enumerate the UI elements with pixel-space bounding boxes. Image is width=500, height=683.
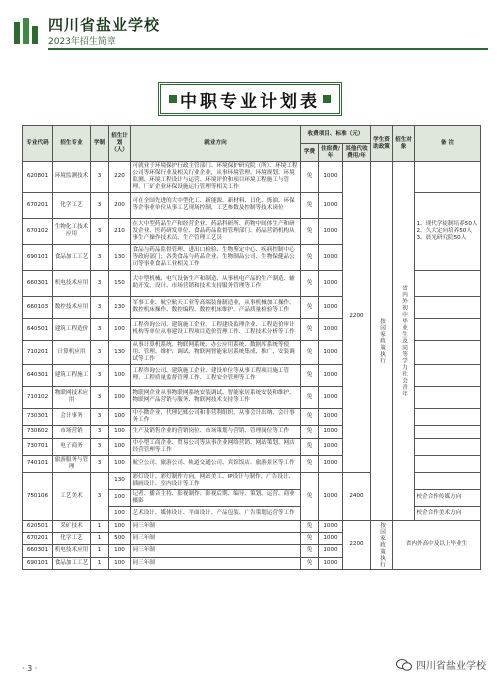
- cell-remark: 校企合作美术方向: [415, 506, 481, 520]
- page-header: [12, 14, 488, 56]
- cell-remark-blank: [415, 270, 481, 296]
- cell-lodging: 1000: [319, 438, 343, 455]
- cell-code: 640501: [23, 318, 53, 340]
- cell-plan: 210: [109, 218, 131, 244]
- cell-remark-blank: [415, 340, 481, 364]
- cell-code: 690101: [23, 557, 53, 569]
- cell-lodging: 1000: [319, 386, 343, 408]
- cell-direction: 记者、播音主持、影视制作、影视后期、编导、策划、运营、商业摄影: [131, 489, 301, 506]
- cell-direction: 食品与药品监督管理、进出口检验、生物鉴定中心、疾病控制中心等政府部门；各类食品与药品企业、生物制品公司、生物保健品公司等事业食品工业相关工作: [131, 244, 301, 270]
- cell-name: 采矿技术: [53, 520, 91, 532]
- cell-tuition: 免: [301, 270, 319, 296]
- cell-direction: 航空公司、旅游公司、轨道交通公司、宾馆饭店、旅游景区等工作: [131, 455, 301, 472]
- cell-code: 620501: [23, 520, 53, 532]
- cell-code: 730301: [23, 408, 53, 425]
- plan-table: [22, 125, 481, 570]
- cell-aid: 按国家政策执行: [371, 162, 393, 521]
- cell-name: 生物化工技术应用: [53, 218, 91, 244]
- cell-plan: 100: [109, 408, 131, 425]
- table-row: [23, 520, 481, 532]
- cell-direction: 大中型机械、电气设备生产和制造、从事机电产品的生产制造、辅助开发、设计、市场营销和技术支持服务管理等工作: [131, 270, 301, 296]
- watermark-text: 四川省盐业学校: [416, 661, 486, 672]
- cell-tuition: 免: [301, 545, 319, 557]
- title-marker-left: [169, 95, 177, 103]
- cell-tuition: 免: [301, 244, 319, 270]
- cell-name: 电子商务: [53, 438, 91, 455]
- cell-tuition: 免: [301, 364, 319, 386]
- cell-lodging: 1000: [319, 455, 343, 472]
- header-tuition: 学费: [301, 144, 319, 162]
- cell-plan: 100: [109, 364, 131, 386]
- cell-name: 建筑工程造价: [53, 318, 91, 340]
- cell-years: 3: [91, 244, 109, 270]
- page-title: 中职专业计划表: [180, 91, 320, 112]
- cell-direction: 同三年制: [131, 520, 301, 532]
- cell-lodging: 1000: [319, 340, 343, 364]
- cell-target: 省内外初中毕业生及同等学力社会青年: [393, 162, 415, 521]
- cell-years: 1: [91, 557, 109, 569]
- cell-plan: 100: [109, 557, 131, 569]
- cell-name: 化学工艺: [53, 533, 91, 545]
- cell-years: 3: [91, 472, 109, 520]
- cell-tuition: 免: [301, 472, 319, 520]
- cell-plan: 200: [109, 192, 131, 218]
- cell-direction: 物联网企业从事物联网系统安装调试、智能家居系统安装和维护、物联网产品营销与服务、物联网技术支持等工作: [131, 386, 301, 408]
- cell-name: 机电技术应用: [53, 545, 91, 557]
- cell-remark-blank: [415, 364, 481, 386]
- cell-tuition: 免: [301, 408, 319, 425]
- cell-lodging: 1000: [319, 520, 343, 532]
- brochure-subtitle: 2023年招生简章: [48, 37, 116, 47]
- cell-years: 3: [91, 192, 109, 218]
- cell-lodging: 1000: [319, 425, 343, 438]
- cell-target: 省内外高中及以上毕业生: [393, 520, 481, 569]
- cell-lodging: 1000: [319, 218, 343, 244]
- cell-name: 食品加工工艺: [53, 557, 91, 569]
- cell-code: 670201: [23, 533, 53, 545]
- cell-remark: 1、现代学徒制培养50人 2、久大定向培养50人 3、晨光研究院50人: [415, 192, 481, 270]
- cell-code: 730602: [23, 425, 53, 438]
- cell-plan: 130: [109, 472, 131, 489]
- cell-direction: 中小微企业、代理记账公司和非营利组织，从事会计出纳、会计事务工作: [131, 408, 301, 425]
- cell-remark: 校企合作传媒方向: [415, 489, 481, 506]
- header-code: 专业代码: [23, 126, 53, 162]
- cell-tuition: 免: [301, 438, 319, 455]
- cell-years: 3: [91, 340, 109, 364]
- cell-plan: 500: [109, 533, 131, 545]
- cell-direction: 可在全国先进的大中型化工、新能源、新材料、日化、炼油、环保等企事业单位从事工艺现场控制，工艺参数及控制等技术岗位: [131, 192, 301, 218]
- cell-direction: 同三年制: [131, 533, 301, 545]
- cell-direction: 在大中型药品生产和经营企业、药品科研所、药物中间体生产和研发企业、医药研发单位、食品药品监督管理部门、药品营销机构从事生产操作技术员、生产管理工艺员: [131, 218, 301, 244]
- cell-years: 3: [91, 218, 109, 244]
- cell-other-fee: 2200: [343, 162, 371, 473]
- cell-tuition: 免: [301, 296, 319, 318]
- cell-plan: 100: [109, 520, 131, 532]
- cell-code: 670201: [23, 192, 53, 218]
- cell-remark-blank: [415, 438, 481, 455]
- cell-years: 3: [91, 162, 109, 193]
- cell-code: 710201: [23, 340, 53, 364]
- wechat-icon: [396, 658, 412, 672]
- header-direction: 就业方向: [131, 126, 301, 162]
- cell-name: 环境监测技术: [53, 162, 91, 193]
- cell-code: 710102: [23, 386, 53, 408]
- cell-name: 会计事务: [53, 408, 91, 425]
- cell-aid: 按国家政策执行: [371, 520, 393, 569]
- cell-plan: 100: [109, 386, 131, 408]
- cell-code: 690101: [23, 244, 53, 270]
- cell-plan: 150: [109, 270, 131, 296]
- cell-direction: 中小型工商企业、贸易公司等从事企业网络营销、网站策划、网店经营管理等工作: [131, 438, 301, 455]
- cell-code: 730701: [23, 438, 53, 455]
- cell-direction: 军事工业、航空航天工业等高端装备制造业，从事机械加工操作、数控机床操作、数控编程、数控机床维护、产品质量检验等工作: [131, 296, 301, 318]
- cell-direction: 可就业于环境保护行政主管部门、环境保护研究院（所）、环境工程公司等环保行业及相关行业企业，从事环境管理、环境规划、环境监测、环境工程设计与运营、环境评价和项目环境工程施工与管理、厂矿企业环保设施运行管理等相关工作: [131, 162, 301, 193]
- cell-years: 3: [91, 296, 109, 318]
- school-name: 四川省盐业学校: [48, 16, 161, 34]
- cell-plan: 100: [109, 506, 131, 520]
- cell-tuition: 免: [301, 162, 319, 193]
- cell-years: 3: [91, 318, 109, 340]
- cell-direction: 同三年制: [131, 557, 301, 569]
- cell-name: 工艺美术: [53, 472, 91, 520]
- cell-years: 1: [91, 533, 109, 545]
- cell-years: 3: [91, 438, 109, 455]
- cell-code: 660301: [23, 545, 53, 557]
- cell-tuition: 免: [301, 192, 319, 218]
- cell-remark-blank: [415, 425, 481, 438]
- cell-lodging: 1000: [319, 296, 343, 318]
- cell-plan: 130: [109, 296, 131, 318]
- cell-name: 机电技术应用: [53, 270, 91, 296]
- cell-remark-blank: [415, 162, 481, 193]
- cell-direction: 从事计算机系统、物联网系统、办公应用系统、数据库系统等使用、管理、维护、调试、物联网智能家居系统集成、推广、安装调试等工作: [131, 340, 301, 364]
- cell-years: 3: [91, 455, 109, 472]
- cell-remark: [415, 472, 481, 489]
- cell-plan: 100: [109, 318, 131, 340]
- page-title-box: [160, 84, 340, 114]
- cell-plan: 100: [109, 425, 131, 438]
- cell-tuition: 免: [301, 557, 319, 569]
- cell-name: 食品加工工艺: [53, 244, 91, 270]
- cell-remark-blank: [415, 318, 481, 340]
- cell-direction: 生产及销售企业的营销岗位、市场策划与营销、管理岗位等工作: [131, 425, 301, 438]
- cell-remark-blank: [415, 408, 481, 425]
- cell-name: 旅游服务与管理: [53, 455, 91, 472]
- cell-remark-blank: [415, 455, 481, 472]
- cell-code: 740101: [23, 455, 53, 472]
- cell-other-fee: 2400: [343, 472, 371, 520]
- cell-code: 670102: [23, 218, 53, 244]
- cell-tuition: 免: [301, 425, 319, 438]
- cell-tuition: 免: [301, 340, 319, 364]
- cell-name: 化学工艺: [53, 192, 91, 218]
- cell-direction: 工程咨询公司、建筑施工企业、建设单位等从事工程项目施工管理、工程质量监督管理工作、工程安全管理等工作: [131, 364, 301, 386]
- header-fee-group: 收费项目、标准（元）: [301, 126, 371, 144]
- cell-direction: 同三年制: [131, 545, 301, 557]
- school-logo-icon: [12, 16, 42, 46]
- cell-tuition: 免: [301, 455, 319, 472]
- cell-lodging: 1000: [319, 364, 343, 386]
- cell-plan: 100: [109, 455, 131, 472]
- cell-direction: 工程咨询公司、建筑施工企业、工程建设监理企业、工程造价审计机构等单位从事建设工程项目造价管理工作、工程技术分析等工作: [131, 318, 301, 340]
- cell-plan: 100: [109, 545, 131, 557]
- cell-lodging: 1000: [319, 318, 343, 340]
- page-number: · 3 ·: [22, 664, 38, 673]
- header-name: 招生专业: [53, 126, 91, 162]
- cell-code: 750106: [23, 472, 53, 520]
- watermark: [396, 657, 486, 672]
- header-plan: 招生计划（人）: [109, 126, 131, 162]
- cell-name: 计算机应用: [53, 340, 91, 364]
- cell-code: 640301: [23, 364, 53, 386]
- header-aid: 学生资助政策: [371, 126, 393, 162]
- cell-lodging: 1000: [319, 408, 343, 425]
- cell-lodging: 1000: [319, 557, 343, 569]
- cell-name: 物联网技术应用: [53, 386, 91, 408]
- cell-years: 3: [91, 425, 109, 438]
- cell-years: 3: [91, 408, 109, 425]
- header-remark: 备 注: [415, 126, 481, 162]
- cell-remark-blank: [415, 296, 481, 318]
- cell-tuition: 免: [301, 386, 319, 408]
- cell-plan: 220: [109, 162, 131, 193]
- cell-lodging: 1000: [319, 192, 343, 218]
- cell-plan: 130: [109, 244, 131, 270]
- cell-direction: 彩灯设计、彩灯制作方向，网站美工、IP设计与制作、广告设计、插画设计、室内设计等工作: [131, 472, 301, 489]
- header-lodging: 住宿费/年: [319, 144, 343, 162]
- cell-direction: 艺术设计、媒体设计、平面设计、产品包装、广告策划运营等工作: [131, 506, 301, 520]
- cell-plan: 130: [109, 340, 131, 364]
- header-other-fee: 其他代收费用/年: [343, 144, 371, 162]
- cell-years: 3: [91, 270, 109, 296]
- cell-code: 620801: [23, 162, 53, 193]
- title-marker-right: [323, 95, 331, 103]
- cell-lodging: 1000: [319, 270, 343, 296]
- cell-remark-blank: [415, 386, 481, 408]
- table-row: [23, 162, 481, 193]
- cell-lodging: 1000: [319, 162, 343, 193]
- cell-years: 3: [91, 364, 109, 386]
- cell-tuition: 免: [301, 520, 319, 532]
- cell-years: 1: [91, 545, 109, 557]
- cell-tuition: 免: [301, 218, 319, 244]
- cell-name: 数控技术应用: [53, 296, 91, 318]
- cell-other-fee: 2200: [343, 520, 371, 569]
- cell-lodging: 1000: [319, 545, 343, 557]
- cell-tuition: 免: [301, 533, 319, 545]
- header-rule: [48, 48, 488, 50]
- cell-plan: 100: [109, 489, 131, 506]
- cell-name: 市场营销: [53, 425, 91, 438]
- cell-years: 1: [91, 520, 109, 532]
- cell-tuition: 免: [301, 318, 319, 340]
- cell-lodging: 1000: [319, 472, 343, 520]
- header-target: 招生对象: [393, 126, 415, 162]
- cell-years: 3: [91, 386, 109, 408]
- cell-code: 660301: [23, 270, 53, 296]
- cell-lodging: 1000: [319, 533, 343, 545]
- cell-code: 660103: [23, 296, 53, 318]
- header-years: 学制: [91, 126, 109, 162]
- cell-lodging: 1000: [319, 244, 343, 270]
- cell-name: 建筑工程施工: [53, 364, 91, 386]
- cell-plan: 100: [109, 438, 131, 455]
